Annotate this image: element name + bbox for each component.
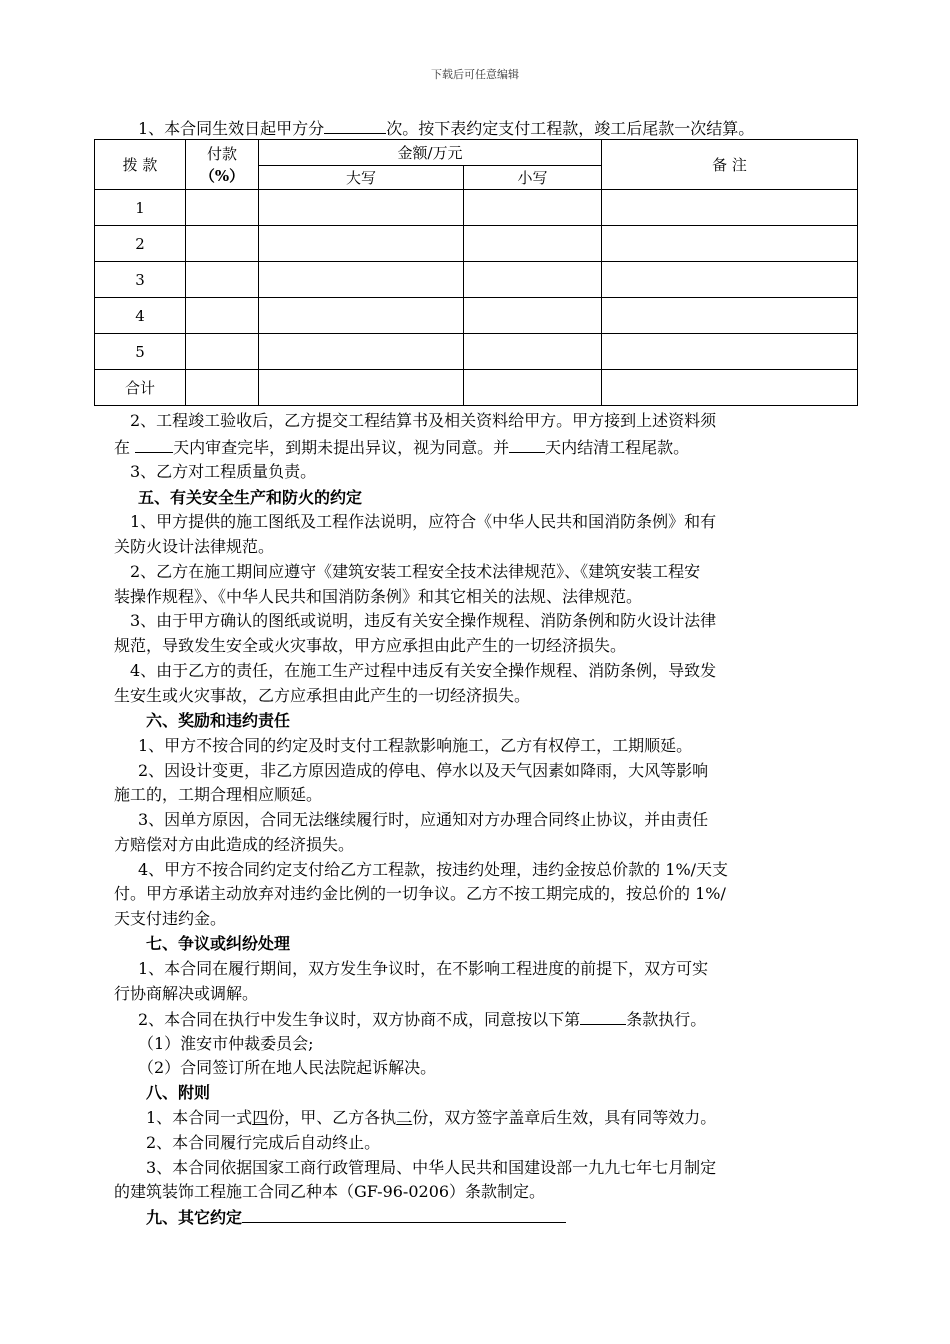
cell[interactable]	[464, 226, 602, 262]
s5-p3b: 规范，导致发生安全或火灾事故，甲方应承担由此产生的一切经济损失。	[114, 636, 627, 655]
s8-p1: 1、本合同一式四份，甲、乙方各执二份，双方签字盖章后生效，具有同等效力。	[146, 1108, 717, 1127]
page-header: 下载后可任意编辑	[431, 68, 519, 81]
cell[interactable]	[464, 298, 602, 334]
cell[interactable]	[464, 370, 602, 406]
cell[interactable]	[602, 226, 858, 262]
cell[interactable]	[186, 370, 259, 406]
cell[interactable]	[602, 262, 858, 298]
cell[interactable]	[259, 370, 464, 406]
cell[interactable]	[186, 190, 259, 226]
s6-p4c: 天支付违约金。	[114, 909, 227, 928]
s5-p2b: 装操作规程》、《中华人民共和国消防条例》和其它相关的法规、法律规范。	[114, 587, 643, 606]
cell[interactable]	[259, 298, 464, 334]
blank-other-terms[interactable]	[242, 1206, 566, 1223]
s7-option-1: （1）淮安市仲裁委员会;	[138, 1034, 314, 1053]
s5-p4a: 4、由于乙方的责任，在施工生产过程中违反有关安全操作规程、消防条例，导致发	[130, 661, 717, 680]
s7-p1a: 1、本合同在履行期间，双方发生争议时，在不影响工程进度的前提下，双方可实	[138, 959, 709, 978]
section-8-heading: 八、附则	[146, 1083, 211, 1102]
cell[interactable]	[186, 334, 259, 370]
s7-p1b: 行协商解决或调解。	[114, 984, 259, 1003]
cell[interactable]	[259, 226, 464, 262]
table-row	[95, 262, 858, 298]
cell[interactable]	[602, 334, 858, 370]
row-label: 5	[95, 334, 186, 370]
s8-p3b: 的建筑装饰工程施工合同乙种本（GF-96-0206）条款制定。	[114, 1182, 546, 1201]
col-remark: 备 注	[602, 140, 858, 190]
s5-p1a: 1、甲方提供的施工图纸及工程作法说明，应符合《中华人民共和国消防条例》和有	[130, 512, 717, 531]
section-5-heading: 五、有关安全生产和防火的约定	[138, 488, 363, 507]
cell[interactable]	[259, 262, 464, 298]
s6-p4a: 4、甲方不按合同约定支付给乙方工程款，按违约处理，违约金按总价款的 1%/天支	[138, 860, 729, 879]
intro-line: 1、本合同生效日起甲方分 次。按下表约定支付工程款，竣工后尾款一次结算。	[138, 119, 755, 138]
table-row	[95, 190, 858, 226]
s7-p2: 2、本合同在执行中发生争议时，双方协商不成，同意按以下第 条款执行。	[138, 1010, 707, 1029]
table-row	[95, 334, 858, 370]
s5-p3a: 3、由于甲方确认的图纸或说明，违反有关安全操作规程、消防条例和防火设计法律	[130, 611, 717, 630]
s6-p1: 1、甲方不按合同的约定及时支付工程款影响施工，乙方有权停工，工期顺延。	[138, 736, 693, 755]
s5-p1b: 关防火设计法律规范。	[114, 537, 275, 556]
cell[interactable]	[602, 370, 858, 406]
para-2a: 2、工程竣工验收后，乙方提交工程结算书及相关资料给甲方。甲方接到上述资料须	[130, 411, 717, 430]
table-row-total	[95, 370, 858, 406]
blank-settle-days[interactable]	[509, 436, 545, 453]
s6-p2a: 2、因设计变更，非乙方原因造成的停电、停水以及天气因素如降雨，大风等影响	[138, 761, 709, 780]
row-label: 1	[95, 190, 186, 226]
s6-p3a: 3、因单方原因，合同无法继续履行时，应通知对方办理合同终止协议，并由责任	[138, 810, 709, 829]
col-amount: 金额/万元	[259, 140, 602, 166]
blank-clause-number[interactable]	[580, 1008, 626, 1025]
col-lower: 小写	[464, 166, 602, 190]
cell[interactable]	[464, 334, 602, 370]
cell[interactable]	[602, 190, 858, 226]
cell[interactable]	[186, 262, 259, 298]
row-label: 2	[95, 226, 186, 262]
section-6-heading: 六、奖励和违约责任	[146, 711, 291, 730]
blank-installments[interactable]	[324, 117, 386, 134]
blank-review-days[interactable]	[135, 436, 173, 453]
table-row	[95, 226, 858, 262]
section-7-heading: 七、争议或纠纷处理	[146, 934, 291, 953]
col-percent: 付款 （%）	[186, 140, 259, 190]
s7-option-2: （2）合同签订所在地人民法院起诉解决。	[138, 1058, 437, 1077]
row-label: 4	[95, 298, 186, 334]
para-3: 3、乙方对工程质量负责。	[130, 462, 317, 481]
col-upper: 大写	[259, 166, 464, 190]
para-2b: 在 天内审查完毕，到期未提出异议，视为同意。并 天内结清工程尾款。	[114, 438, 690, 457]
col-disbursement: 拨 款	[95, 140, 186, 190]
cell[interactable]	[464, 262, 602, 298]
s5-p2a: 2、乙方在施工期间应遵守《建筑安装工程安全技术法律规范》、《建筑安装工程安	[130, 562, 701, 581]
payment-table	[94, 139, 858, 406]
cell[interactable]	[602, 298, 858, 334]
section-9-heading: 九、其它约定	[146, 1206, 866, 1229]
row-label: 合计	[95, 370, 186, 406]
table-row	[95, 298, 858, 334]
s5-p4b: 生安生或火灾事故，乙方应承担由此产生的一切经济损失。	[114, 686, 531, 705]
cell[interactable]	[186, 226, 259, 262]
s6-p4b: 付。甲方承诺主动放弃对违约金比例的一切争议。乙方不按工期完成的，按总价的 1%/	[114, 884, 726, 903]
s8-p2: 2、本合同履行完成后自动终止。	[146, 1133, 381, 1152]
cell[interactable]	[464, 190, 602, 226]
cell[interactable]	[259, 190, 464, 226]
s6-p3b: 方赔偿对方由此造成的经济损失。	[114, 835, 355, 854]
cell[interactable]	[259, 334, 464, 370]
cell[interactable]	[186, 298, 259, 334]
s8-p3a: 3、本合同依据国家工商行政管理局、中华人民共和国建设部一九九七年七月制定	[146, 1158, 717, 1177]
row-label: 3	[95, 262, 186, 298]
s6-p2b: 施工的，工期合理相应顺延。	[114, 785, 323, 804]
